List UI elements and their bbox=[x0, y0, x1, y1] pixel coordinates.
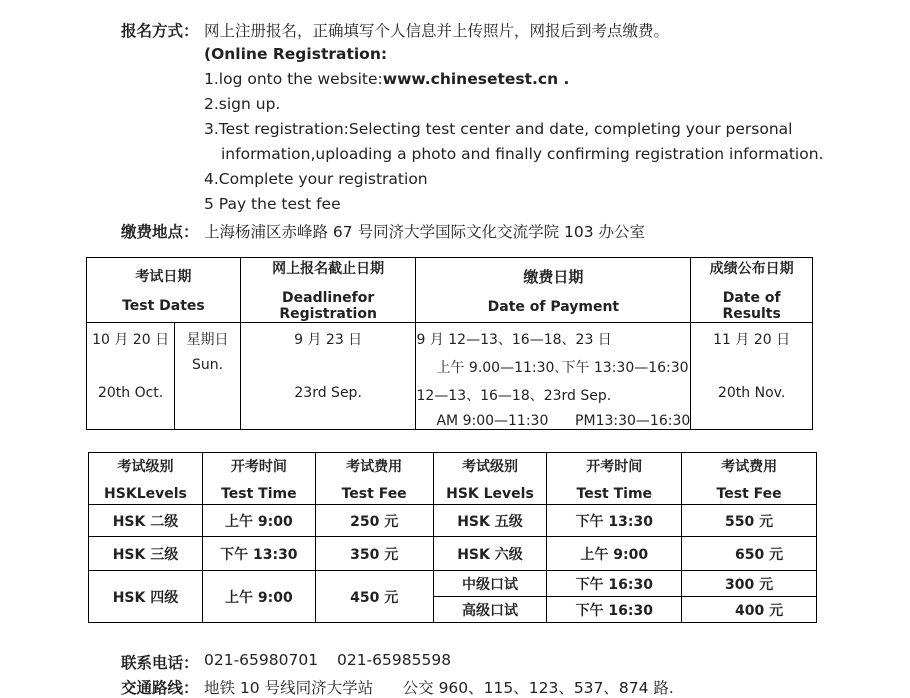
fee-cell: 650 元 bbox=[682, 537, 817, 571]
level-cell: HSK 二级 bbox=[89, 505, 203, 537]
results-en: 20th Nov. bbox=[717, 385, 786, 401]
payment-line-4: AM 9:00—11:30 PM13:30—16:30 bbox=[436, 413, 691, 429]
level-cell: HSK 四级 bbox=[89, 571, 203, 623]
table-row bbox=[89, 505, 817, 537]
cell-weekday bbox=[175, 323, 241, 430]
header-payment-date-en: Date of Payment bbox=[487, 298, 620, 315]
fee-cell: 400 元 bbox=[682, 597, 817, 623]
step-5: 5 Pay the test fee bbox=[204, 195, 341, 213]
table-row bbox=[89, 537, 817, 571]
weekday-cn: 星期日 bbox=[186, 332, 229, 348]
step-1 bbox=[204, 70, 569, 88]
level-cell: HSK 三级 bbox=[89, 537, 203, 571]
header-results-date-cn: 成绩公布日期 bbox=[709, 261, 794, 277]
phone-2: 021-65985598 bbox=[337, 651, 452, 669]
level-cell: HSK 五级 bbox=[433, 505, 547, 537]
transport-value: 地铁 10 号线同济大学站 公交 960、115、123、537、874 路. bbox=[204, 679, 674, 697]
cell-deadline bbox=[240, 323, 416, 430]
phone-1: 021-65980701 bbox=[204, 651, 319, 669]
fee-cell: 300 元 bbox=[682, 571, 817, 597]
step-1-text: 1.log onto the website: bbox=[204, 70, 383, 88]
fee-cell: 550 元 bbox=[682, 505, 817, 537]
weekday-en: Sun. bbox=[191, 357, 224, 373]
levels-header-4 bbox=[547, 453, 682, 505]
time-cell: 上午 9:00 bbox=[547, 537, 682, 571]
deadline-en: 23rd Sep. bbox=[294, 385, 362, 401]
registration-en-title: (Online Registration: bbox=[204, 45, 388, 63]
fee-cell: 450 元 bbox=[315, 571, 433, 623]
contact-label: 联系电话： bbox=[121, 654, 199, 672]
cell-payment bbox=[416, 323, 691, 430]
payment-line-3: 12—13、16—18、23rd Sep. bbox=[416, 388, 612, 404]
levels-header-4-en: Test Time bbox=[576, 485, 653, 502]
levels-header-2 bbox=[315, 453, 433, 505]
table-row bbox=[89, 571, 817, 597]
header-results-date-en: Date of Results bbox=[722, 290, 781, 322]
header-test-dates-en: Test Dates bbox=[122, 298, 205, 314]
levels-header-2-cn: 考试费用 bbox=[346, 458, 403, 475]
levels-header-1-cn: 开考时间 bbox=[230, 458, 287, 475]
header-deadline bbox=[240, 258, 416, 323]
levels-header-3-en: HSK Levels bbox=[446, 485, 534, 502]
time-cell: 下午 13:30 bbox=[202, 537, 315, 571]
time-cell: 下午 13:30 bbox=[547, 505, 682, 537]
step-4: 4.Complete your registration bbox=[204, 170, 428, 188]
header-test-dates bbox=[87, 258, 241, 323]
cell-test-date bbox=[87, 323, 175, 430]
payment-place-value: 上海杨浦区赤峰路 67 号同济大学国际文化交流学院 103 办公室 bbox=[204, 223, 646, 241]
level-cell: 高级口试 bbox=[433, 597, 547, 623]
step-2: 2.sign up. bbox=[204, 95, 281, 113]
time-cell: 上午 9:00 bbox=[202, 571, 315, 623]
time-cell: 下午 16:30 bbox=[547, 571, 682, 597]
header-payment-date bbox=[416, 258, 691, 323]
header-deadline-cn: 网上报名截止日期 bbox=[272, 261, 385, 277]
header-deadline-en: Deadlinefor Registration bbox=[279, 290, 377, 322]
levels-header-0-en: HSKLevels bbox=[104, 485, 187, 502]
levels-header-4-cn: 开考时间 bbox=[586, 458, 643, 475]
levels-header-1 bbox=[202, 453, 315, 505]
test-date-en: 20th Oct. bbox=[97, 385, 164, 401]
website-link[interactable]: www.chinesetest.cn . bbox=[382, 70, 570, 88]
header-test-dates-cn: 考试日期 bbox=[135, 269, 192, 285]
fee-cell: 350 元 bbox=[315, 537, 433, 571]
levels-table bbox=[88, 452, 817, 623]
level-cell: 中级口试 bbox=[433, 571, 547, 597]
results-cn: 11 月 20 日 bbox=[713, 332, 791, 348]
header-results-date bbox=[691, 258, 813, 323]
levels-header-3-cn: 考试级别 bbox=[461, 458, 518, 475]
step-3-line2: information,uploading a photo and finally confirming registration information. bbox=[221, 145, 824, 163]
test-date-cn: 10 月 20 日 bbox=[92, 332, 170, 348]
time-cell: 上午 9:00 bbox=[202, 505, 315, 537]
levels-header-5-cn: 考试费用 bbox=[721, 458, 778, 475]
schedule-table bbox=[86, 257, 813, 430]
levels-header-0 bbox=[89, 453, 203, 505]
cell-results bbox=[691, 323, 813, 430]
fee-cell: 250 元 bbox=[315, 505, 433, 537]
time-cell: 下午 16:30 bbox=[547, 597, 682, 623]
payment-line-2: 上午 9.00—11:30､下午 13:30—16:30 bbox=[436, 360, 689, 376]
levels-header-0-cn: 考试级别 bbox=[117, 458, 174, 475]
deadline-cn: 9 月 23 日 bbox=[294, 332, 363, 348]
levels-header-2-en: Test Fee bbox=[341, 485, 407, 502]
step-3-line1: 3.Test registration:Selecting test center and date, completing your personal bbox=[204, 120, 793, 138]
transport-label: 交通路线： bbox=[121, 679, 199, 697]
registration-label: 报名方式： bbox=[121, 22, 199, 40]
levels-header-1-en: Test Time bbox=[221, 485, 297, 502]
payment-place-label: 缴费地点： bbox=[121, 223, 199, 241]
level-cell: HSK 六级 bbox=[433, 537, 547, 571]
header-payment-date-cn: 缴费日期 bbox=[523, 267, 584, 286]
levels-header-3 bbox=[433, 453, 547, 505]
registration-desc: 网上注册报名，正确填写个人信息并上传照片，网报后到考点缴费。 bbox=[204, 22, 670, 40]
payment-line-1: 9 月 12—13、16—18、23 日 bbox=[416, 332, 612, 348]
levels-header-5-en: Test Fee bbox=[716, 485, 782, 502]
levels-header-5 bbox=[682, 453, 817, 505]
